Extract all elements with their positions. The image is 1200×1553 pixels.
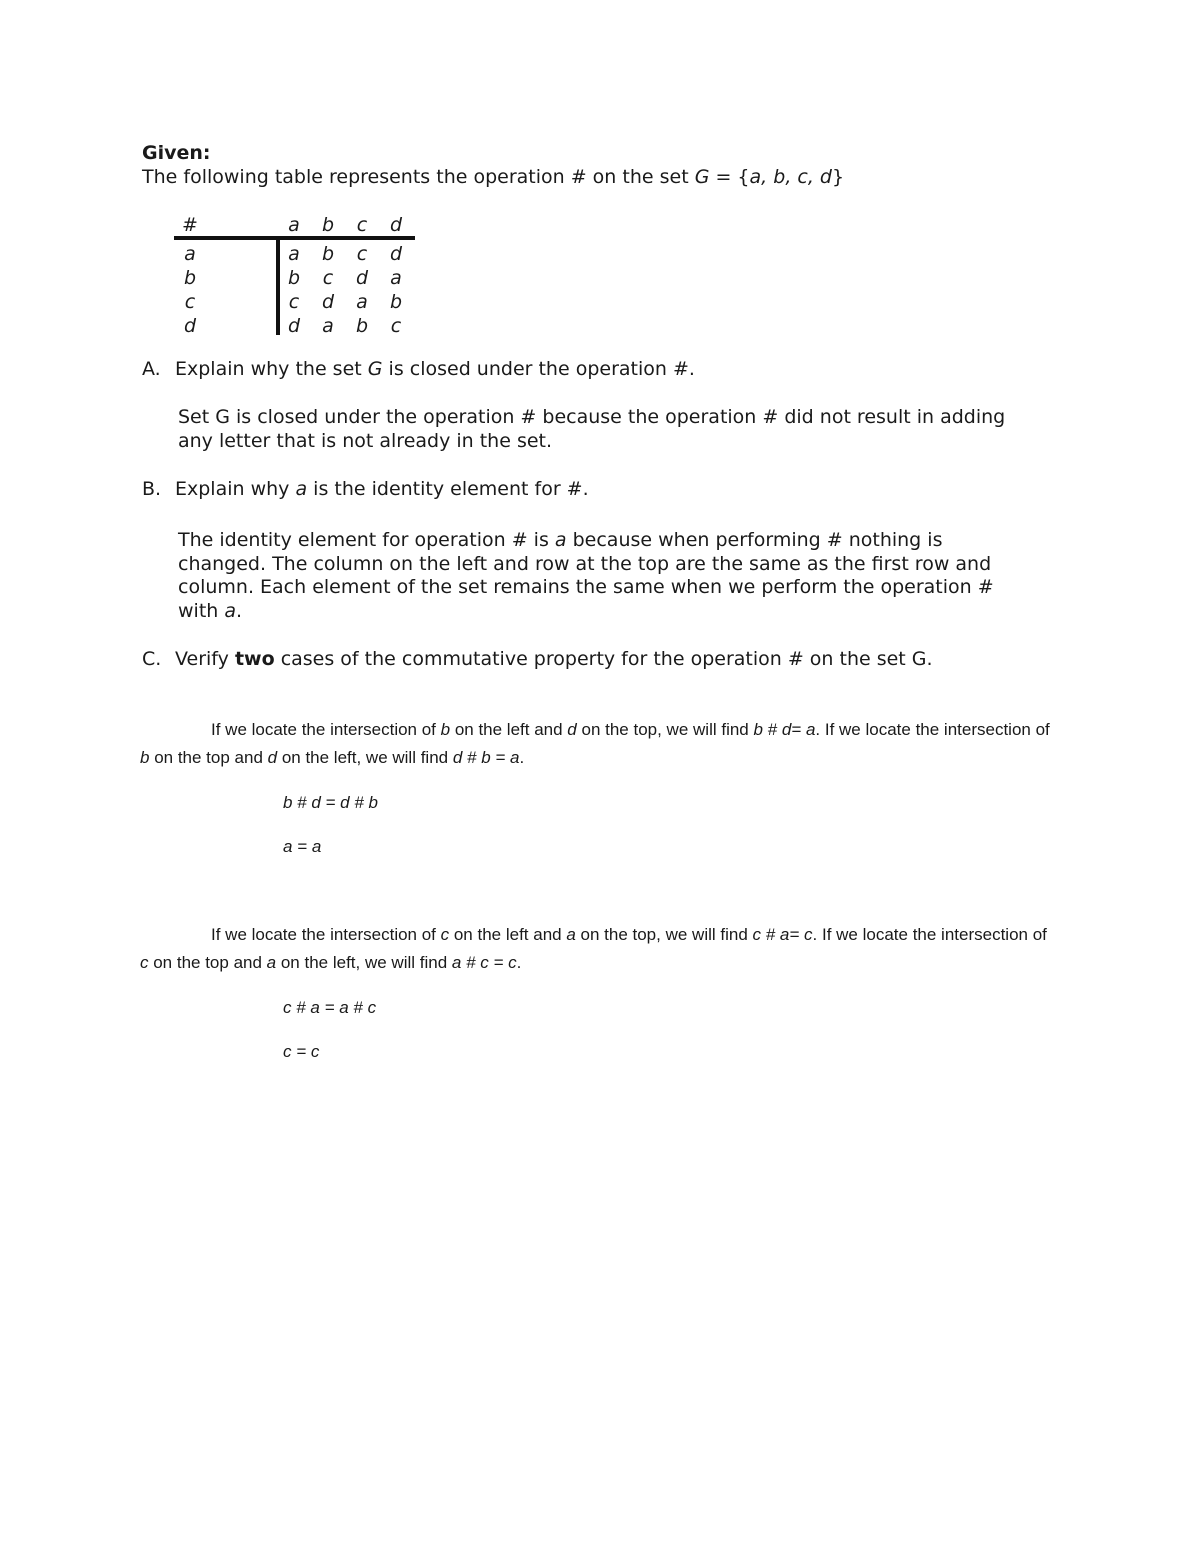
question-b-post: is the identity element for #. bbox=[307, 478, 589, 500]
table-cell: d bbox=[389, 243, 403, 265]
answer-b-var: a bbox=[554, 529, 567, 551]
case-1-t6: on the left, we will find bbox=[277, 748, 453, 767]
case-2-t2: on the left and bbox=[449, 925, 567, 944]
question-b-var: a bbox=[295, 478, 308, 500]
case-2-eq2: c = c bbox=[283, 1042, 320, 1061]
table-cell: a bbox=[322, 315, 334, 337]
table-cell: c bbox=[322, 267, 334, 289]
row-header: c bbox=[184, 291, 196, 313]
question-b-pre: Explain why bbox=[175, 478, 296, 500]
question-a-var: G bbox=[367, 358, 383, 380]
case-1-v4: d bbox=[267, 748, 278, 767]
case-2-v2: a bbox=[566, 925, 576, 944]
question-a-text bbox=[175, 358, 695, 380]
answer-b-mid: because when performing # nothing is changed. The column on the left and row at the top are the same as the first row and column. Each element of the set remains the same when we perform the operation # with bbox=[178, 529, 994, 622]
table-operator: # bbox=[182, 214, 198, 236]
case-1-t3: on the top, we will find bbox=[576, 720, 754, 739]
question-c-pre: Verify bbox=[175, 648, 235, 670]
case-1-paragraph bbox=[140, 716, 1050, 772]
table-cell: b bbox=[287, 267, 301, 289]
case-1-eq1: b # d = d # b bbox=[283, 793, 378, 812]
col-header: d bbox=[389, 214, 403, 236]
operation-table bbox=[174, 214, 424, 339]
case-2-e2: a # c = c bbox=[451, 953, 517, 972]
case-1-t4: . If we locate the intersection of bbox=[815, 720, 1050, 739]
table-vertical-rule bbox=[276, 236, 280, 335]
row-header: b bbox=[183, 267, 197, 289]
case-1-t1: If we locate the intersection of bbox=[211, 720, 441, 739]
case-2-equation-1 bbox=[283, 994, 376, 1022]
answer-b bbox=[178, 529, 1028, 623]
given-heading: Given: bbox=[142, 142, 211, 164]
case-2-e1: c # a= c bbox=[752, 925, 813, 944]
case-2-paragraph bbox=[140, 921, 1050, 977]
table-cell: d bbox=[355, 267, 369, 289]
row-header: a bbox=[184, 243, 196, 265]
answer-b-end: . bbox=[236, 599, 243, 622]
question-b-marker: B. bbox=[142, 478, 162, 500]
set-name: G bbox=[694, 166, 710, 188]
table-cell: d bbox=[287, 315, 301, 337]
question-a-marker: A. bbox=[142, 358, 161, 380]
question-c-post: cases of the commutative property for the operation # on the set G. bbox=[274, 648, 933, 670]
table-cell: c bbox=[356, 243, 368, 265]
case-2-eq1: c # a = a # c bbox=[283, 998, 377, 1017]
col-header: a bbox=[288, 214, 300, 236]
question-b-text bbox=[175, 478, 589, 500]
question-c-bold: two bbox=[234, 648, 275, 670]
case-2-v4: a bbox=[266, 953, 277, 972]
case-1-equation-1 bbox=[283, 789, 378, 817]
case-1-t5: on the top and bbox=[149, 748, 268, 767]
intro-sentence bbox=[142, 166, 844, 188]
case-2-v1: c bbox=[440, 925, 450, 944]
answer-a: Set G is closed under the operation # because the operation # did not result in adding any letter that is not already in the set. bbox=[178, 406, 1006, 452]
table-cell: a bbox=[390, 267, 402, 289]
question-a-post: is closed under the operation #. bbox=[382, 358, 695, 380]
case-1-v3: b bbox=[140, 748, 150, 767]
case-1-equation-2 bbox=[283, 833, 321, 861]
case-2-t1: If we locate the intersection of bbox=[211, 925, 441, 944]
question-c-marker: C. bbox=[142, 648, 162, 670]
case-1-v2: d bbox=[567, 720, 577, 739]
case-2-t5: on the top and bbox=[148, 953, 267, 972]
intro-close-brace: } bbox=[831, 166, 845, 188]
case-1-t2: on the left and bbox=[450, 720, 568, 739]
case-1-t7: . bbox=[519, 748, 525, 767]
case-1-e1: b # d= a bbox=[753, 720, 816, 739]
table-cell: b bbox=[321, 243, 335, 265]
case-2-equation-2 bbox=[283, 1038, 319, 1066]
col-header: c bbox=[356, 214, 368, 236]
table-cell: a bbox=[288, 243, 300, 265]
case-1-v1: b bbox=[440, 720, 451, 739]
table-cell: b bbox=[389, 291, 403, 313]
question-a-pre: Explain why the set bbox=[175, 358, 368, 380]
case-2-v3: c bbox=[140, 953, 149, 972]
case-1-eq2: a = a bbox=[283, 837, 322, 856]
set-elements: a, b, c, d bbox=[749, 166, 832, 188]
case-1-e2: d # b = a bbox=[452, 748, 520, 767]
row-header: d bbox=[183, 315, 197, 337]
case-2-t3: on the top, we will find bbox=[575, 925, 753, 944]
table-horizontal-rule bbox=[174, 236, 415, 240]
intro-equals: = { bbox=[709, 166, 750, 188]
intro-text: The following table represents the operation # on the set bbox=[142, 166, 695, 188]
table-cell: b bbox=[355, 315, 369, 337]
table-cell: c bbox=[288, 291, 300, 313]
table-cell: a bbox=[356, 291, 368, 313]
col-header: b bbox=[321, 214, 335, 236]
table-cell: d bbox=[321, 291, 335, 313]
answer-b-pre: The identity element for operation # is bbox=[178, 529, 555, 551]
question-c-text bbox=[175, 648, 933, 670]
table-cell: c bbox=[390, 315, 402, 337]
answer-b-var2: a bbox=[224, 599, 237, 622]
case-2-t4: . If we locate the intersection of bbox=[812, 925, 1047, 944]
case-2-t7: . bbox=[516, 953, 522, 972]
case-2-t6: on the left, we will find bbox=[276, 953, 452, 972]
